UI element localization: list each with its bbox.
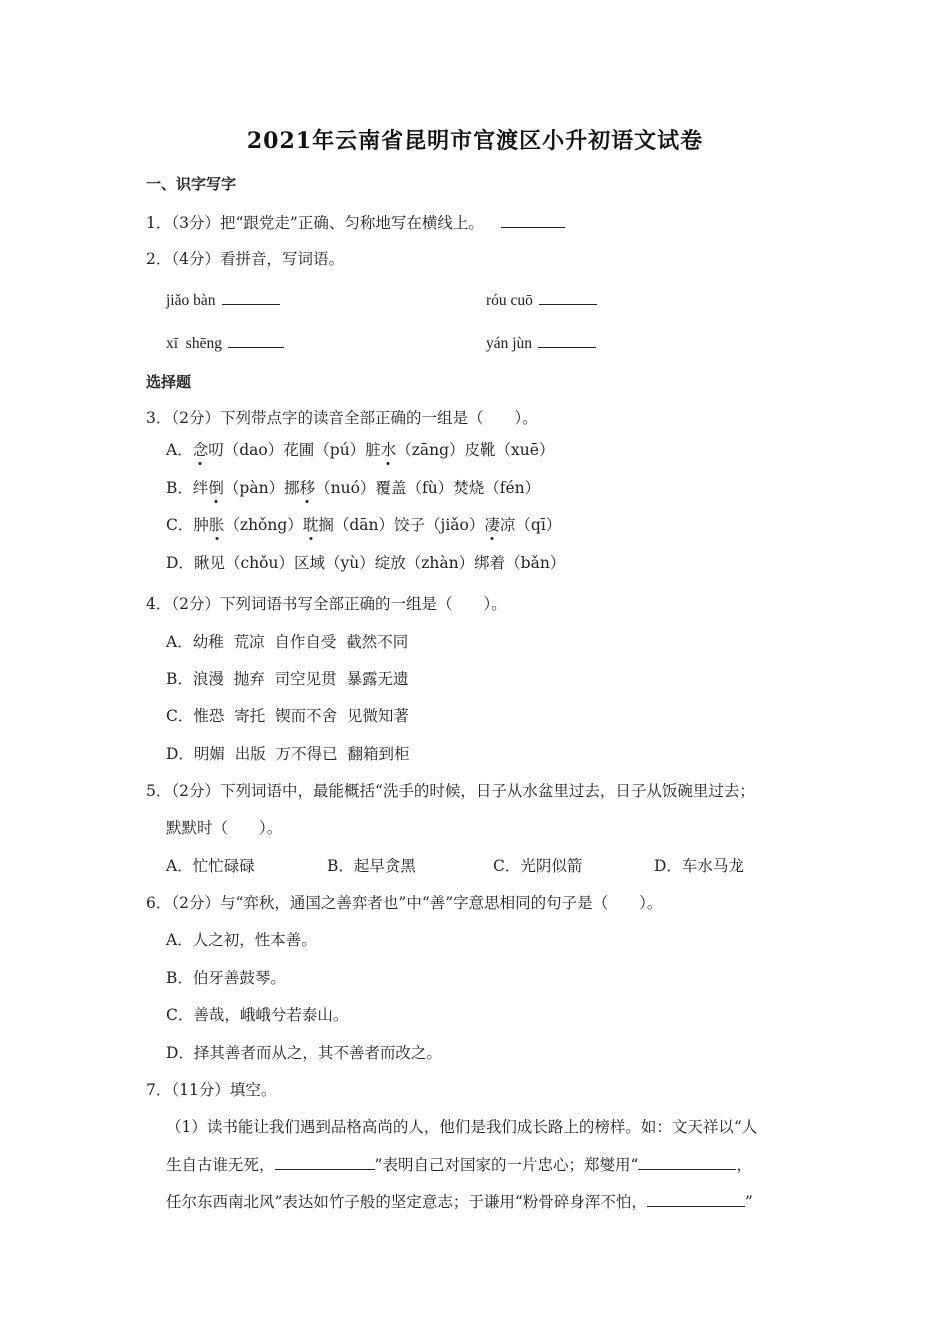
- word-char: 放: [390, 554, 406, 572]
- q5-option-c[interactable]: C．光阴似箭: [493, 857, 583, 875]
- pinyin-annotation: （zhǒng）: [224, 516, 303, 534]
- question-4: 4．（2分）下列词语书写全部正确的一组是（ ）。: [146, 595, 507, 613]
- q7-paragraph-1: （1）读书能让我们遇到品格高尚的人，他们是我们成长路上的榜样。如：文天祥以“人: [166, 1118, 758, 1136]
- word-char: 瞅: [193, 554, 210, 572]
- q5-option-d[interactable]: D．车水马龙: [654, 857, 744, 875]
- word-char: 凄: [484, 516, 500, 534]
- q4-option-a[interactable]: A．幼稚 荒凉 自作自受 截然不同: [166, 633, 409, 651]
- word-char: 靴: [480, 441, 496, 459]
- answer-blank[interactable]: [501, 211, 565, 228]
- pinyin-annotation: （zāng）: [396, 441, 465, 459]
- word-char: 倒: [208, 479, 224, 497]
- word-char: 移: [299, 479, 316, 497]
- pinyin-annotation: （fù）: [406, 479, 454, 497]
- question-5: 5．（2分）下列词语中，最能概括“洗手的时候，日子从水盆里过去，日子从饭碗里过去；: [146, 782, 755, 800]
- q6-option-b[interactable]: B．伯牙善鼓琴。: [166, 969, 286, 987]
- word-char: 域: [309, 554, 325, 572]
- word-char: 饺: [393, 516, 410, 534]
- pinyin-annotation: （pú）: [314, 441, 366, 459]
- word-char: 水: [380, 441, 397, 459]
- answer-blank[interactable]: [638, 1153, 736, 1170]
- word-char: 胀: [208, 516, 225, 534]
- pinyin-annotation: （nuó）: [315, 479, 376, 497]
- answer-blank[interactable]: [228, 331, 284, 348]
- pinyin-annotation: （dān）: [333, 516, 394, 534]
- pinyin-annotation: （chǒu）: [224, 554, 294, 572]
- answer-blank[interactable]: [539, 288, 597, 305]
- q3-option-a[interactable]: [166, 438, 554, 462]
- option-label: B．: [166, 479, 193, 497]
- answer-blank[interactable]: [275, 1153, 375, 1170]
- q6-option-d[interactable]: D．择其善者而从之，其不善者而改之。: [166, 1044, 442, 1062]
- pinyin-item-2: róu cuō: [486, 288, 597, 313]
- question-5-continued: 默默时（ ）。: [166, 819, 283, 837]
- word-char: 着: [489, 554, 506, 572]
- pinyin-annotation: （dao）: [223, 441, 284, 459]
- pinyin-annotation: （pàn）: [223, 479, 285, 497]
- word-char: 叨: [208, 441, 224, 459]
- pinyin-item-1: jiǎo bàn: [166, 288, 280, 313]
- word-char: 覆: [375, 479, 391, 497]
- answer-blank[interactable]: [647, 1190, 745, 1207]
- pinyin-annotation: （bǎn）: [505, 554, 566, 572]
- q7-paragraph-2: 生自古谁无死， ”表明自己对国家的一片忠心；郑燮用“ ，: [166, 1153, 752, 1177]
- q6-option-a[interactable]: A．人之初，性本善。: [166, 931, 317, 949]
- pinyin-item-3: xī shēng: [166, 331, 284, 356]
- pinyin-annotation: （fén）: [484, 479, 541, 497]
- word-char: 盖: [390, 479, 407, 497]
- word-char: 耽: [302, 516, 319, 534]
- word-char: 区: [293, 554, 310, 572]
- word-char: 凉: [499, 516, 516, 534]
- question-2: 2．（4分）看拼音，写词语。: [146, 250, 344, 268]
- word-char: 子: [409, 516, 426, 534]
- word-char: 搁: [318, 516, 334, 534]
- pinyin-annotation: （qī）: [515, 516, 562, 534]
- question-1-text: 1．（3分）把“跟党走”正确、匀称地写在横线上。: [146, 214, 484, 232]
- question-1: [146, 211, 565, 235]
- pinyin-annotation: （yù）: [324, 554, 375, 572]
- question-7: 7．（11分）填空。: [146, 1081, 277, 1099]
- pinyin-annotation: （zhàn）: [405, 554, 475, 572]
- word-char: 圃: [298, 441, 315, 459]
- answer-blank[interactable]: [538, 331, 596, 348]
- q6-option-c[interactable]: C．善哉，峨峨兮若泰山。: [166, 1006, 349, 1024]
- q4-option-d[interactable]: D．明媚 出版 万不得已 翻箱到柜: [166, 745, 410, 763]
- option-label: C．: [166, 516, 194, 534]
- word-char: 挪: [284, 479, 300, 497]
- word-char: 念: [192, 441, 209, 459]
- word-char: 烧: [468, 479, 485, 497]
- q4-option-b[interactable]: B．浪漫 抛弃 司空见贯 暴露无遗: [166, 670, 409, 688]
- pinyin-annotation: （jiǎo）: [425, 516, 485, 534]
- word-char: 绊: [192, 479, 209, 497]
- q5-option-b[interactable]: B．起早贪黑: [327, 857, 416, 875]
- page-title: 2021年云南省昆明市官渡区小升初语文试卷: [246, 128, 704, 154]
- option-label: A．: [166, 441, 193, 459]
- option-label: D．: [166, 554, 194, 572]
- question-3: 3．（2分）下列带点字的读音全部正确的一组是（ ）。: [146, 409, 538, 427]
- q3-option-d[interactable]: [166, 551, 565, 575]
- q3-option-b[interactable]: [166, 476, 540, 500]
- pinyin-item-4: yán jùn: [486, 331, 596, 356]
- word-char: 花: [283, 441, 299, 459]
- word-char: 皮: [464, 441, 481, 459]
- section-heading-literacy: 一、识字写字: [146, 175, 237, 193]
- q7-paragraph-3: 任尔东西南北风”表达如竹子般的坚定意志；于谦用“粉骨碎身浑不怕， ”: [166, 1190, 753, 1214]
- q5-option-a[interactable]: A．忙忙碌碌: [166, 857, 255, 875]
- word-char: 焚: [453, 479, 469, 497]
- word-char: 肿: [193, 516, 209, 534]
- q3-option-c[interactable]: [166, 513, 561, 537]
- word-char: 脏: [365, 441, 381, 459]
- word-char: 绑: [474, 554, 490, 572]
- q4-option-c[interactable]: C．惟恐 寄托 锲而不舍 见微知著: [166, 707, 409, 725]
- question-6: 6．（2分）与“弈秋，通国之善弈者也”中“善”字意思相同的句子是（ ）。: [146, 894, 663, 912]
- word-char: 绽: [374, 554, 391, 572]
- section-heading-choice: 选择题: [146, 373, 192, 391]
- pinyin-annotation: （xuē）: [495, 441, 555, 459]
- word-char: 见: [209, 554, 225, 572]
- answer-blank[interactable]: [222, 288, 280, 305]
